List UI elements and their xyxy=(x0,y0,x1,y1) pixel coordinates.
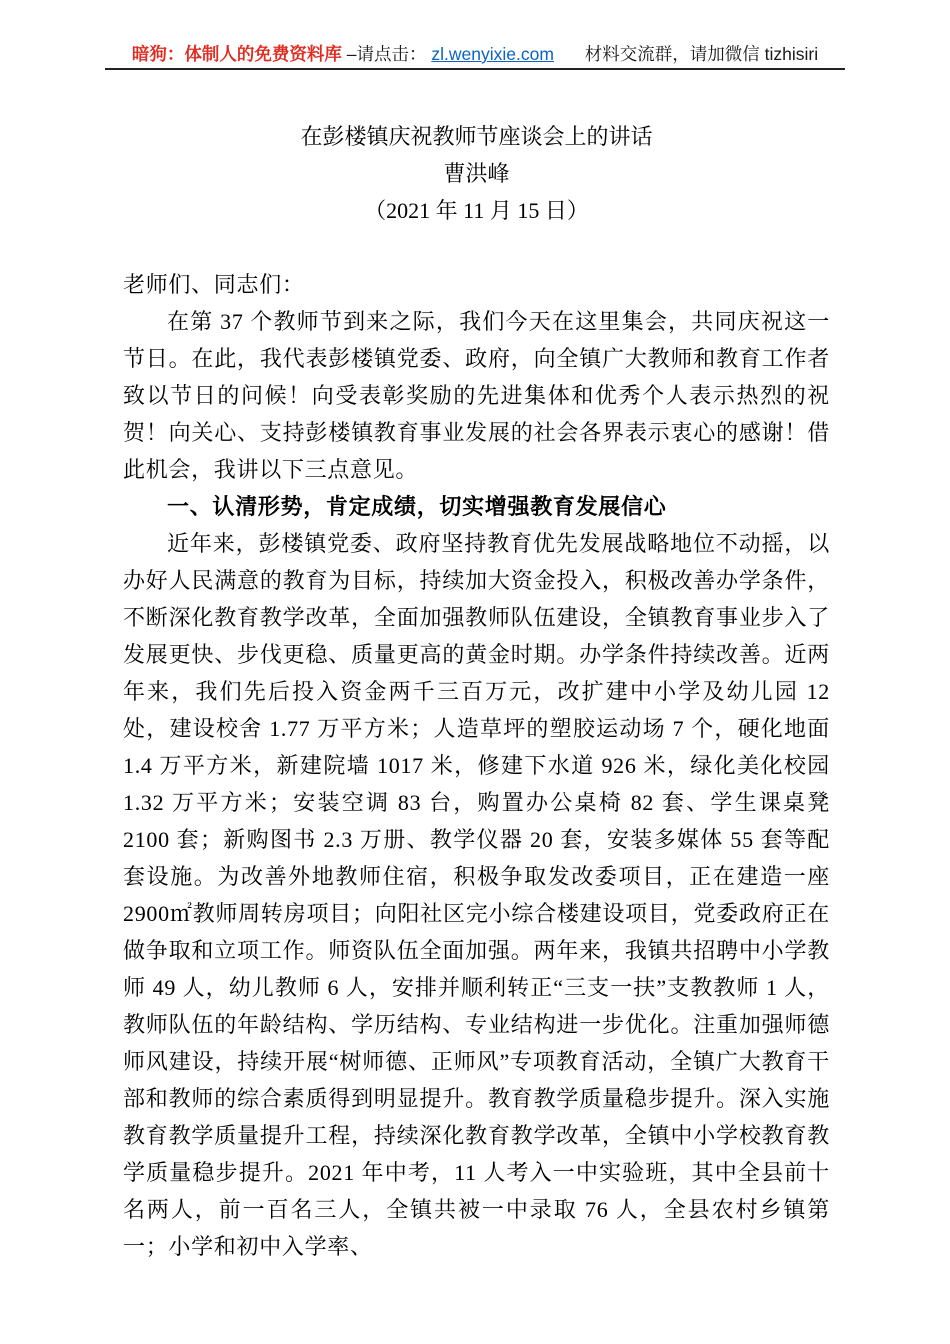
promo-link[interactable]: zl.wenyixie.com xyxy=(431,44,554,64)
promo-click-label: –请点击： xyxy=(341,44,427,64)
header-divider xyxy=(105,68,845,70)
promo-header xyxy=(105,42,845,66)
salutation: 老师们、同志们： xyxy=(123,272,305,297)
doc-title: 在彭楼镇庆祝教师节座谈会上的讲话 xyxy=(300,124,653,149)
doc-date: （2021 年 11 月 15 日） xyxy=(364,198,589,223)
section-heading-1: 一、认清形势，肯定成绩，切实增强教育发展信心 xyxy=(167,494,667,519)
paragraph-intro: 在第 37 个教师节到来之际，我们今天在这里集会，共同庆祝这一节日。在此，我代表彭楼镇党委、政府，向全镇广大教师和教育工作者致以节日的问候！向受表彰奖励的先进集体和优秀个人表示热烈的祝贺！向关心、支持彭楼镇教育事业发展的社会各界表示衷心的感谢！借此机会，我讲以下三点意见。 xyxy=(123,309,830,482)
paragraph-section-1: 近年来，彭楼镇党委、政府坚持教育优先发展战略地位不动摇，以办好人民满意的教育为目标，持续加大资金投入，积极改善办学条件，不断深化教育教学改革，全面加强教师队伍建设，全镇教育事业步入了发展更快、步伐更稳、质量更高的黄金时期。办学条件持续改善。近两年来，我们先后投入资金两千三百万元，改扩建中小学及幼儿园 12 处，建设校舍 1.77 万平方米；人造草坪的塑胶运动场 7 个，硬化地面 1.4 万平方米，新建院墙 1017 米，修建下水道 926 米，绿化美化校园 1.32 万平方米；安装空调 83 台，购置办公桌椅 82 套、学生课桌凳 2100 套；新购图书 2.3 万册、教学仪器 20 套，安装多媒体 55 套等配套设施。为改善外地教师住宿，积极争取发改委项目，正在建造一座 2900㎡教师周转房项目；向阳社区完小综合楼建设项目，党委政府正在做争取和立项工作。师资队伍全面加强。两年来，我镇共招聘中小学教师 49 人，幼儿教师 6 人，安排并顺利转正“三支一扶”支教教师 1 人，教师队伍的年龄结构、学历结构、专业结构进一步优化。注重加强师德师风建设，持续开展“树师德、正师风”专项教育活动，全镇广大教育干部和教师的综合素质得到明显提升。教育教学质量稳步提升。深入实施教育教学质量提升工程，持续深化教育教学改革，全镇中小学校教育教学质量稳步提升。2021 年中考，11 人考入一中实验班，其中全县前十名两人，前一百名三人，全镇共被一中录取 76 人，全县农村乡镇第一；小学和初中入学率、 xyxy=(123,531,830,1259)
document-body xyxy=(123,118,830,1265)
promo-text-right: 材料交流群，请加微信 tizhisiri xyxy=(584,44,819,64)
doc-author: 曹洪峰 xyxy=(443,161,510,186)
promo-text-red: 暗狗：体制人的免费资料库 xyxy=(131,44,342,64)
